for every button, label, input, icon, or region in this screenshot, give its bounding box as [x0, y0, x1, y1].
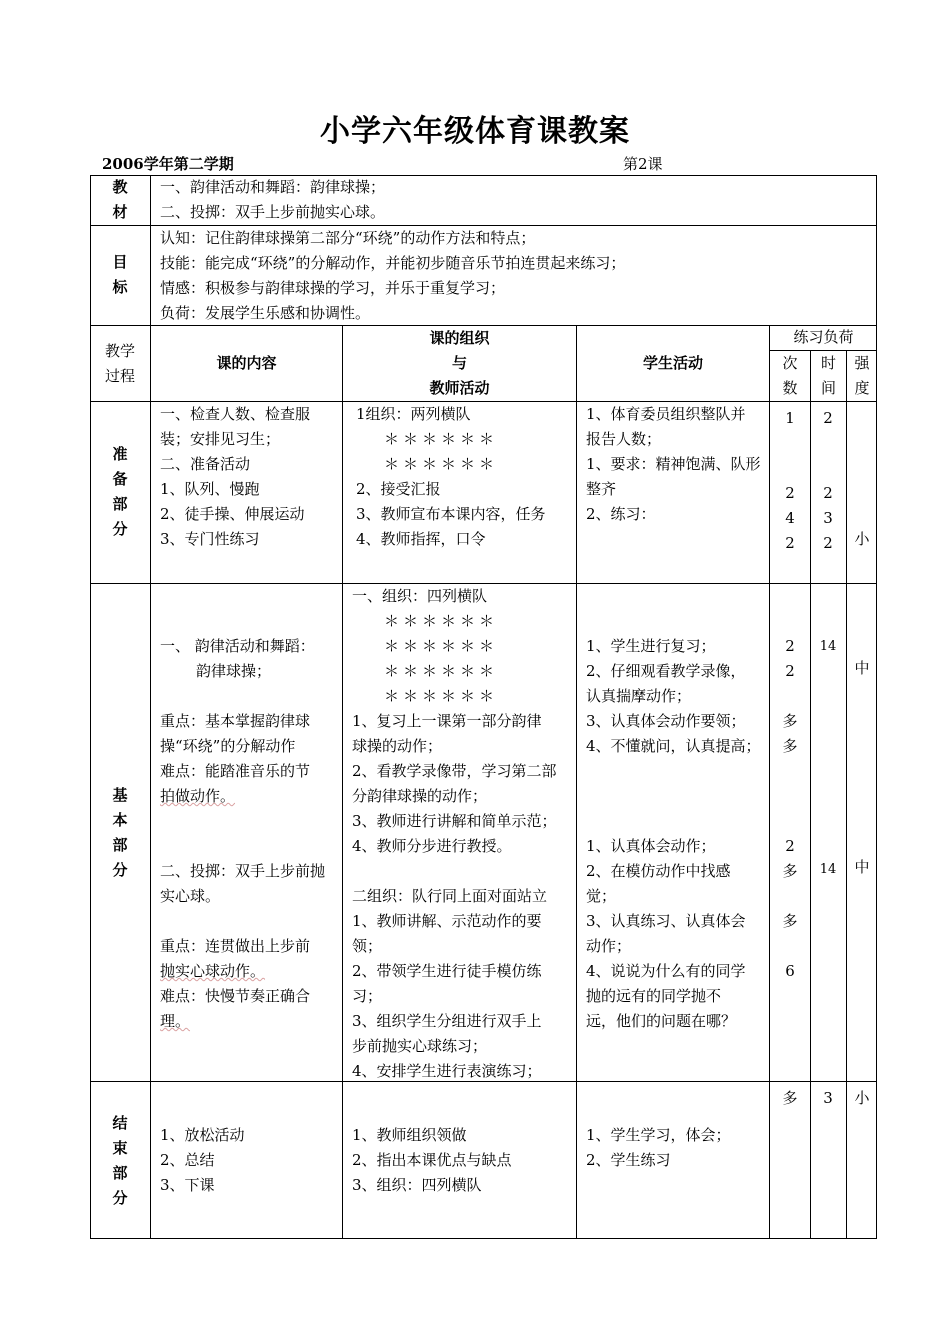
header-intensity: 强 度: [854, 354, 870, 397]
lesson-number: 第2课: [623, 155, 663, 173]
prep-student: 1、体育委员组织整队并 报告人数； 1、要求：精神饱满、队形 整齐 2、练习：: [586, 405, 761, 523]
header-student: 学生活动: [642, 354, 703, 372]
prep-label: 准 备 部 分: [112, 445, 128, 538]
header-process: 教学 过程: [104, 342, 135, 385]
end-times: 多: [782, 1089, 798, 1107]
end-content: 1、放松活动 2、总结 3、下课: [160, 1126, 245, 1194]
basic-time-1: 14: [819, 639, 837, 654]
basic-student: 1、学生进行复习； 2、仔细观看教学录像， 认真揣摩动作； 3、认真体会动作要领； 4、不懂就问，认真提高； 1、认真体会动作； 2、在模仿动作中找感 觉； 3、认真练习、认真体会 动作； 4、说说为什么有的同学 抛的远有的同学抛不 远，他们的问题在哪？: [586, 637, 761, 1030]
header-time: 时 间: [820, 354, 836, 397]
mubiao-content: 认知：记住韵律球操第二部分“环绕”的动作方法和特点； 技能：能完成“环绕”的分解动作，并能初步随音乐节拍连贯起来练习； 情感：积极参与韵律球操的学习，并乐于重复学习； 负荷：发展学生乐感和协调性。: [160, 229, 626, 322]
jiaocai-content: 一、韵律活动和舞蹈：韵律球操； 二、投掷：双手上步前抛实心球。: [160, 178, 386, 221]
basic-time-2: 14: [819, 862, 837, 877]
header-times: 次 数: [782, 354, 798, 397]
end-intensity: 小: [854, 1089, 870, 1107]
end-time: 3: [823, 1089, 833, 1107]
end-label: 结 束 部 分: [112, 1114, 128, 1207]
basic-org: 一、组织：四列横队 ＊＊＊＊＊＊ ＊＊＊＊＊＊ ＊＊＊＊＊＊ ＊＊＊＊＊＊ 1、复习上一课第一部分韵律 球操的动作； 2、看教学录像带，学习第二部 分韵律球操的动作； 3、教师进行讲解和简单示范； 4、教师分步进行教授。 二组织：队行同上面对面站立 1、教师讲解、示范动作的要 领； 2、带领学生进行徒手模仿练 习； 3、组织学生分组进行双手上 步前抛实心球练习； 4、安排学生进行表演练习；: [352, 587, 557, 1080]
jiaocai-label: 教 材: [112, 178, 128, 221]
header-content: 课的内容: [216, 354, 277, 372]
semester-label: 2006学年第二学期: [102, 155, 234, 173]
prep-intensity: 小: [854, 530, 870, 548]
basic-intensity-1: 中: [854, 659, 870, 677]
end-org: 1、教师组织领做 2、指出本课优点与缺点 3、组织：四列横队: [352, 1126, 512, 1194]
prep-time: 2 2 3 2: [823, 409, 833, 552]
header-org: 课的组织 与 教师活动: [429, 329, 490, 397]
prep-content: 一、检查人数、检查服 装；安排见习生； 二、准备活动 1、队列、慢跑 2、徒手操、伸展运动 3、专门性练习: [160, 405, 311, 548]
basic-times: 2 2 多 多 2 多 多 6: [782, 637, 798, 980]
end-student: 1、学生学习，体会； 2、学生练习: [586, 1126, 731, 1169]
basic-label: 基 本 部 分: [112, 786, 128, 879]
prep-times: 1 2 4 2: [785, 409, 795, 552]
header-load: 练习负荷: [793, 328, 854, 346]
basic-content: 一、 韵律活动和舞蹈： 韵律球操； 重点：基本掌握韵律球 操“环绕”的分解动作 难点：能踏准音乐的节 拍做动作。 二、投掷：双手上步前抛 实心球。 重点：连贯做出上步前 抛实心球动作。 难点：快慢节奏正确合 理。: [160, 637, 326, 1030]
basic-intensity-2: 中: [854, 858, 870, 876]
prep-org: 1组织：两列横队 ＊＊＊＊＊＊ ＊＊＊＊＊＊ 2、接受汇报 3、教师宣布本课内容，任务 4、教师指挥，口令: [356, 405, 546, 548]
mubiao-label: 目 标: [112, 253, 128, 296]
page-title: 小学六年级体育课教案: [320, 114, 630, 149]
